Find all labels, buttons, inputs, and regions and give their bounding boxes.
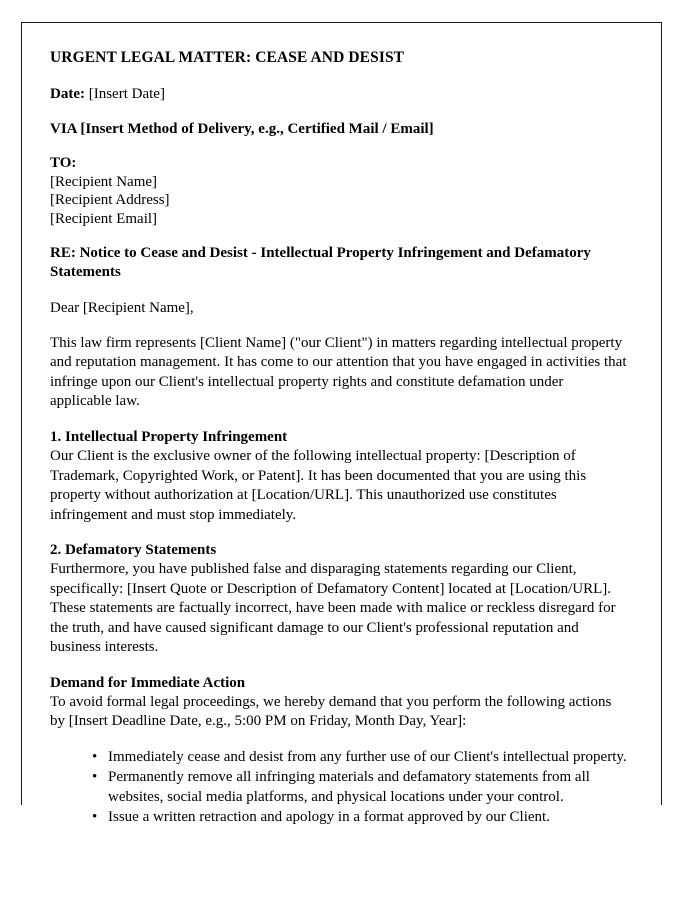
page-title: URGENT LEGAL MATTER: CEASE AND DESIST (50, 49, 405, 66)
section-defamatory-statements (50, 541, 627, 658)
list-item (92, 748, 627, 768)
document-body (22, 23, 661, 828)
subject-line: RE: Notice to Cease and Desist - Intellectual Property Infringement and Defamatory Statements (50, 245, 591, 281)
demand-action-list (50, 748, 627, 828)
section-body: Furthermore, you have published false and disparaging statements regarding our Client, specifically: [Insert Quote or Description of Defamatory Content] located at [Location/URL]. These statements are factually incorrect, have been made with malice or reckless disregard for the truth, and have caused significant damage to our Client's professional reputation and business interests. (50, 561, 616, 656)
bullet-icon: • (92, 809, 98, 826)
recipient-block (50, 154, 627, 228)
recipient-name: [Recipient Name] (50, 173, 158, 190)
delivery-method-line: VIA [Insert Method of Delivery, e.g., Certified Mail / Email] (50, 120, 434, 137)
list-item (92, 768, 627, 807)
bullet-icon: • (92, 748, 98, 765)
to-heading: TO: (50, 155, 77, 172)
section-intellectual-property (50, 428, 627, 525)
date-line (50, 85, 627, 104)
section-body: Our Client is the exclusive owner of the following intellectual property: [Description of Trademark, Copyrighted Work, or Patent]. It has been documented that you are using this property without authorization at [Location/URL]. This unauthorized use constitutes infringement and must stop immediately. (50, 448, 587, 523)
section-heading: 2. Defamatory Statements (50, 542, 217, 559)
list-item (92, 808, 627, 828)
list-item-text: Immediately cease and desist from any further use of our Client's intellectual property. (108, 748, 627, 765)
section-body: To avoid formal legal proceedings, we hereby demand that you perform the following actions by [Insert Deadline Date, e.g., 5:00 PM on Friday, Month Day, Year]: (50, 693, 612, 730)
list-item-text: Issue a written retraction and apology in a format approved by our Client. (108, 809, 550, 826)
intro-paragraph: This law firm represents [Client Name] ("our Client") in matters regarding intellectual property and reputation management. It has come to our attention that you have engaged in activities that infringe upon our Client's intellectual property rights and constitute defamation under applicable law. (50, 334, 627, 410)
section-demand-for-immediate-action (50, 674, 627, 732)
list-item-text: Permanently remove all infringing materials and defamatory statements from all websites, social media platforms, and physical locations under your control. (108, 769, 590, 805)
recipient-address: [Recipient Address] (50, 192, 170, 209)
section-heading: Demand for Immediate Action (50, 674, 246, 691)
bullet-icon: • (92, 769, 98, 786)
date-value: [Insert Date] (88, 85, 165, 102)
section-heading: 1. Intellectual Property Infringement (50, 428, 288, 445)
salutation: Dear [Recipient Name], (50, 300, 194, 317)
recipient-email: [Recipient Email] (50, 210, 158, 227)
document-page (21, 22, 662, 826)
date-label: Date: (50, 85, 85, 102)
